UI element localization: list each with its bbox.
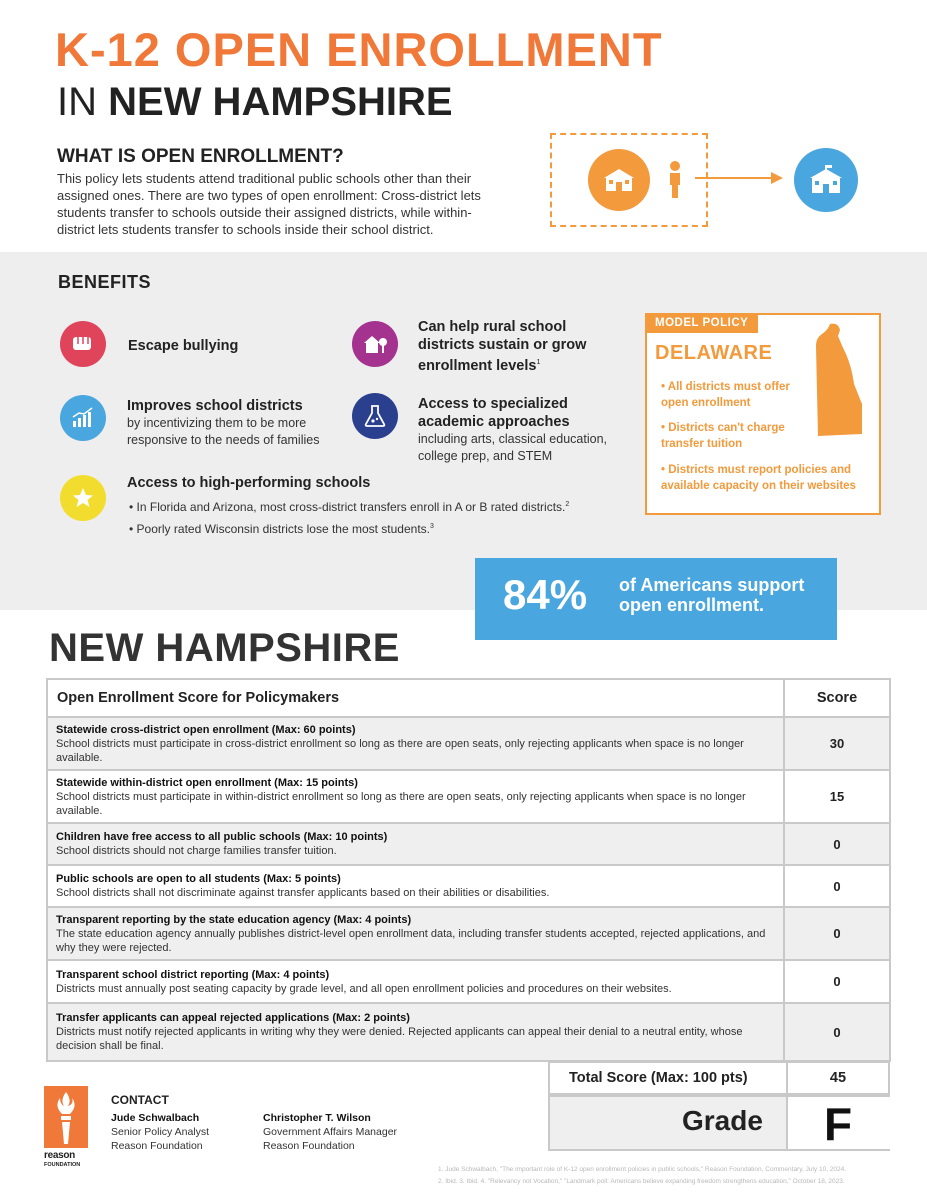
row-title: Statewide cross-district open enrollment (Max: 60 points) [56,723,356,736]
row-description [47,960,784,1003]
row-description [47,770,784,823]
benefit-improves-districts [127,397,342,449]
row-title: Transparent school district reporting (Max: 4 points) [56,968,330,981]
grade-value: F [823,1098,853,1150]
row-desc: Districts must annually post seating capacity by grade level, and all open enrollment policies and procedures on their websites. [56,982,672,995]
model-policy-tag: MODEL POLICY [645,313,758,333]
benefit-improves-sub: by incentivizing them to be more responsive to the needs of families [127,416,320,447]
contact-person-2 [263,1111,397,1153]
reason-logo [44,1086,88,1148]
model-item-2-text: Districts can't charge transfer tuition [661,422,785,450]
contact-2-org: Reason Foundation [263,1140,355,1152]
stat-line2: open enrollment. [619,595,765,615]
row-description [47,865,784,907]
row-desc: The state education agency annually publishes district-level open enrollment data, including transfer students accepted, rejected applications, and why they were rejected. [56,927,766,954]
table-row [47,907,890,960]
what-heading: WHAT IS OPEN ENROLLMENT? [57,146,344,167]
row-title: Children have free access to all public schools (Max: 10 points) [56,831,388,843]
row-title: Transfer applicants can appeal rejected applications (Max: 2 points) [56,1012,410,1024]
row-title: Transparent reporting by the state education agency (Max: 4 points) [56,913,412,926]
model-item-2: • Districts can't charge transfer tuition [661,422,785,450]
table-row [47,960,890,1003]
score-table [46,678,891,1062]
student-icon [667,160,683,205]
row-description [47,1003,784,1061]
contact-2-name: Christopher T. Wilson [263,1112,371,1124]
logo-wordmark: reason [44,1150,75,1161]
table-row [47,865,890,907]
title-state: NEW HAMPSHIRE [108,80,453,124]
row-score: 15 [784,770,890,823]
model-item-3-text: Districts must report policies and available capacity on their websites [661,464,856,492]
what-body: This policy lets students attend traditional public schools other than their assigned ones. There are two types of open enrollment: Cross-district lets students transfer to schools outside their assigned districts, while within-district lets students transfer to schools inside their school district. [57,171,481,237]
title-prefix: IN [57,80,97,124]
page-title-line2 [57,82,453,122]
logo-subword: FOUNDATION [44,1162,81,1168]
footnote-2: 2. Ibid. 3. Ibid. 4. "Relevancy not Vocation," "Landmark poll: Americans believe expanding freedom strengthens education," October 18, 2023. [438,1178,845,1185]
bullet-wisconsin: • Poorly rated Wisconsin districts lose the most students.$^3$ [129,522,434,536]
state-heading: NEW HAMPSHIRE [49,626,400,670]
total-score-box [548,1061,890,1095]
footnotes [438,1164,890,1188]
row-title: Public schools are open to all students (Max: 5 points) [56,873,341,885]
stat-text [619,575,804,615]
model-item-3: • Districts must report policies and available capacity on their websites [661,464,856,492]
benefit-specialized-sub: including arts, classical education, college prep, and STEM [418,432,607,463]
total-label: Total Score (Max: 100 pts) [569,1070,748,1086]
row-score: 0 [784,865,890,907]
row-desc: School districts should not charge families transfer tuition. [56,845,337,857]
row-description [47,823,784,865]
row-score: 0 [784,1003,890,1061]
model-item-1: • All districts must offer open enrollment [661,381,790,409]
benefit-escape-bullying: Escape bullying [128,338,239,354]
arrow-right-icon [695,170,785,191]
row-desc: School districts must participate in cross-district enrollment so long as there are open seats, only rejecting applicants when space is no longer available. [56,737,744,764]
benefit-specialized-approaches [418,395,623,465]
row-score: 0 [784,960,890,1003]
row-description [47,717,784,770]
table-row [47,1003,890,1061]
page-title-line1: K-12 OPEN ENROLLMENT [55,23,663,76]
row-desc: School districts must participate in within-district enrollment so long as there are open seats, only rejecting applicants when space is no longer available. [56,790,746,817]
row-score: 30 [784,717,890,770]
contact-2-role: Government Affairs Manager [263,1126,398,1138]
stat-line1: of Americans support [619,575,805,595]
stat-callout [475,558,837,640]
model-item-1-text: All districts must offer open enrollment [661,381,790,409]
row-score: 0 [784,907,890,960]
header-score: Score [784,679,890,717]
score-table-header [47,679,890,717]
row-title: Statewide within-district open enrollment (Max: 15 points) [56,776,358,789]
footnote-1: 1. Jude Schwalbach, "The important role of K-12 open enrollment policies in public schools," Reason Foundation, Commentary, July 10, 2024. [438,1166,847,1173]
footnote-ref-2: 2 [565,501,570,508]
benefit-rural-districts [418,318,618,375]
benefits-heading: BENEFITS [58,272,152,292]
delaware-map-icon [808,322,864,443]
star-icon [60,475,106,521]
row-score: 0 [784,823,890,865]
model-policy-state: DELAWARE [655,342,773,364]
flask-icon [352,393,398,439]
contact-person-1 [111,1111,209,1153]
benefit-specialized-title: Access to specialized academic approaches [418,396,570,430]
table-row [47,717,890,770]
footnote-ref-3: 3 [430,523,434,530]
row-desc: School districts shall not discriminate against transfer applicants based on their abilities or disabilities. [56,887,550,899]
stat-number: 84% [503,571,588,618]
benefit-rural-title: Can help rural school districts sustain or grow enrollment levels [418,319,587,374]
contact-heading: CONTACT [111,1093,169,1107]
rural-house-icon [352,321,398,367]
destination-school-icon [794,148,858,212]
bullet-florida-arizona: • In Florida and Arizona, most cross-district transfers enroll in A or B rated districts.$^2$ [129,500,570,514]
contact-1-name: Jude Schwalbach [111,1112,200,1124]
benefit-high-performing: Access to high-performing schools [127,475,371,491]
growth-chart-icon [60,395,106,441]
school-icon [588,149,650,211]
table-row [47,770,890,823]
fist-icon [60,321,106,367]
footnote-ref-1: 1 [536,359,541,366]
total-value: 45 [829,1070,847,1086]
benefit-improves-title: Improves school districts [127,398,303,414]
row-description [47,907,784,960]
contact-1-org: Reason Foundation [111,1140,203,1152]
bullet-1-text: In Florida and Arizona, most cross-district transfers enroll in A or B rated districts. [136,500,566,514]
table-row [47,823,890,865]
header-label: Open Enrollment Score for Policymakers [47,679,784,717]
grade-box [548,1095,890,1151]
row-desc: Districts must notify rejected applicants in writing why they were denied. Rejected applicants can appeal their denial to a neutral entity, whose decision shall be final. [56,1026,743,1052]
bullet-2-text: Poorly rated Wisconsin districts lose the most students. [136,522,430,536]
grade-label: Grade [682,1105,763,1136]
contact-1-role: Senior Policy Analyst [111,1126,210,1138]
